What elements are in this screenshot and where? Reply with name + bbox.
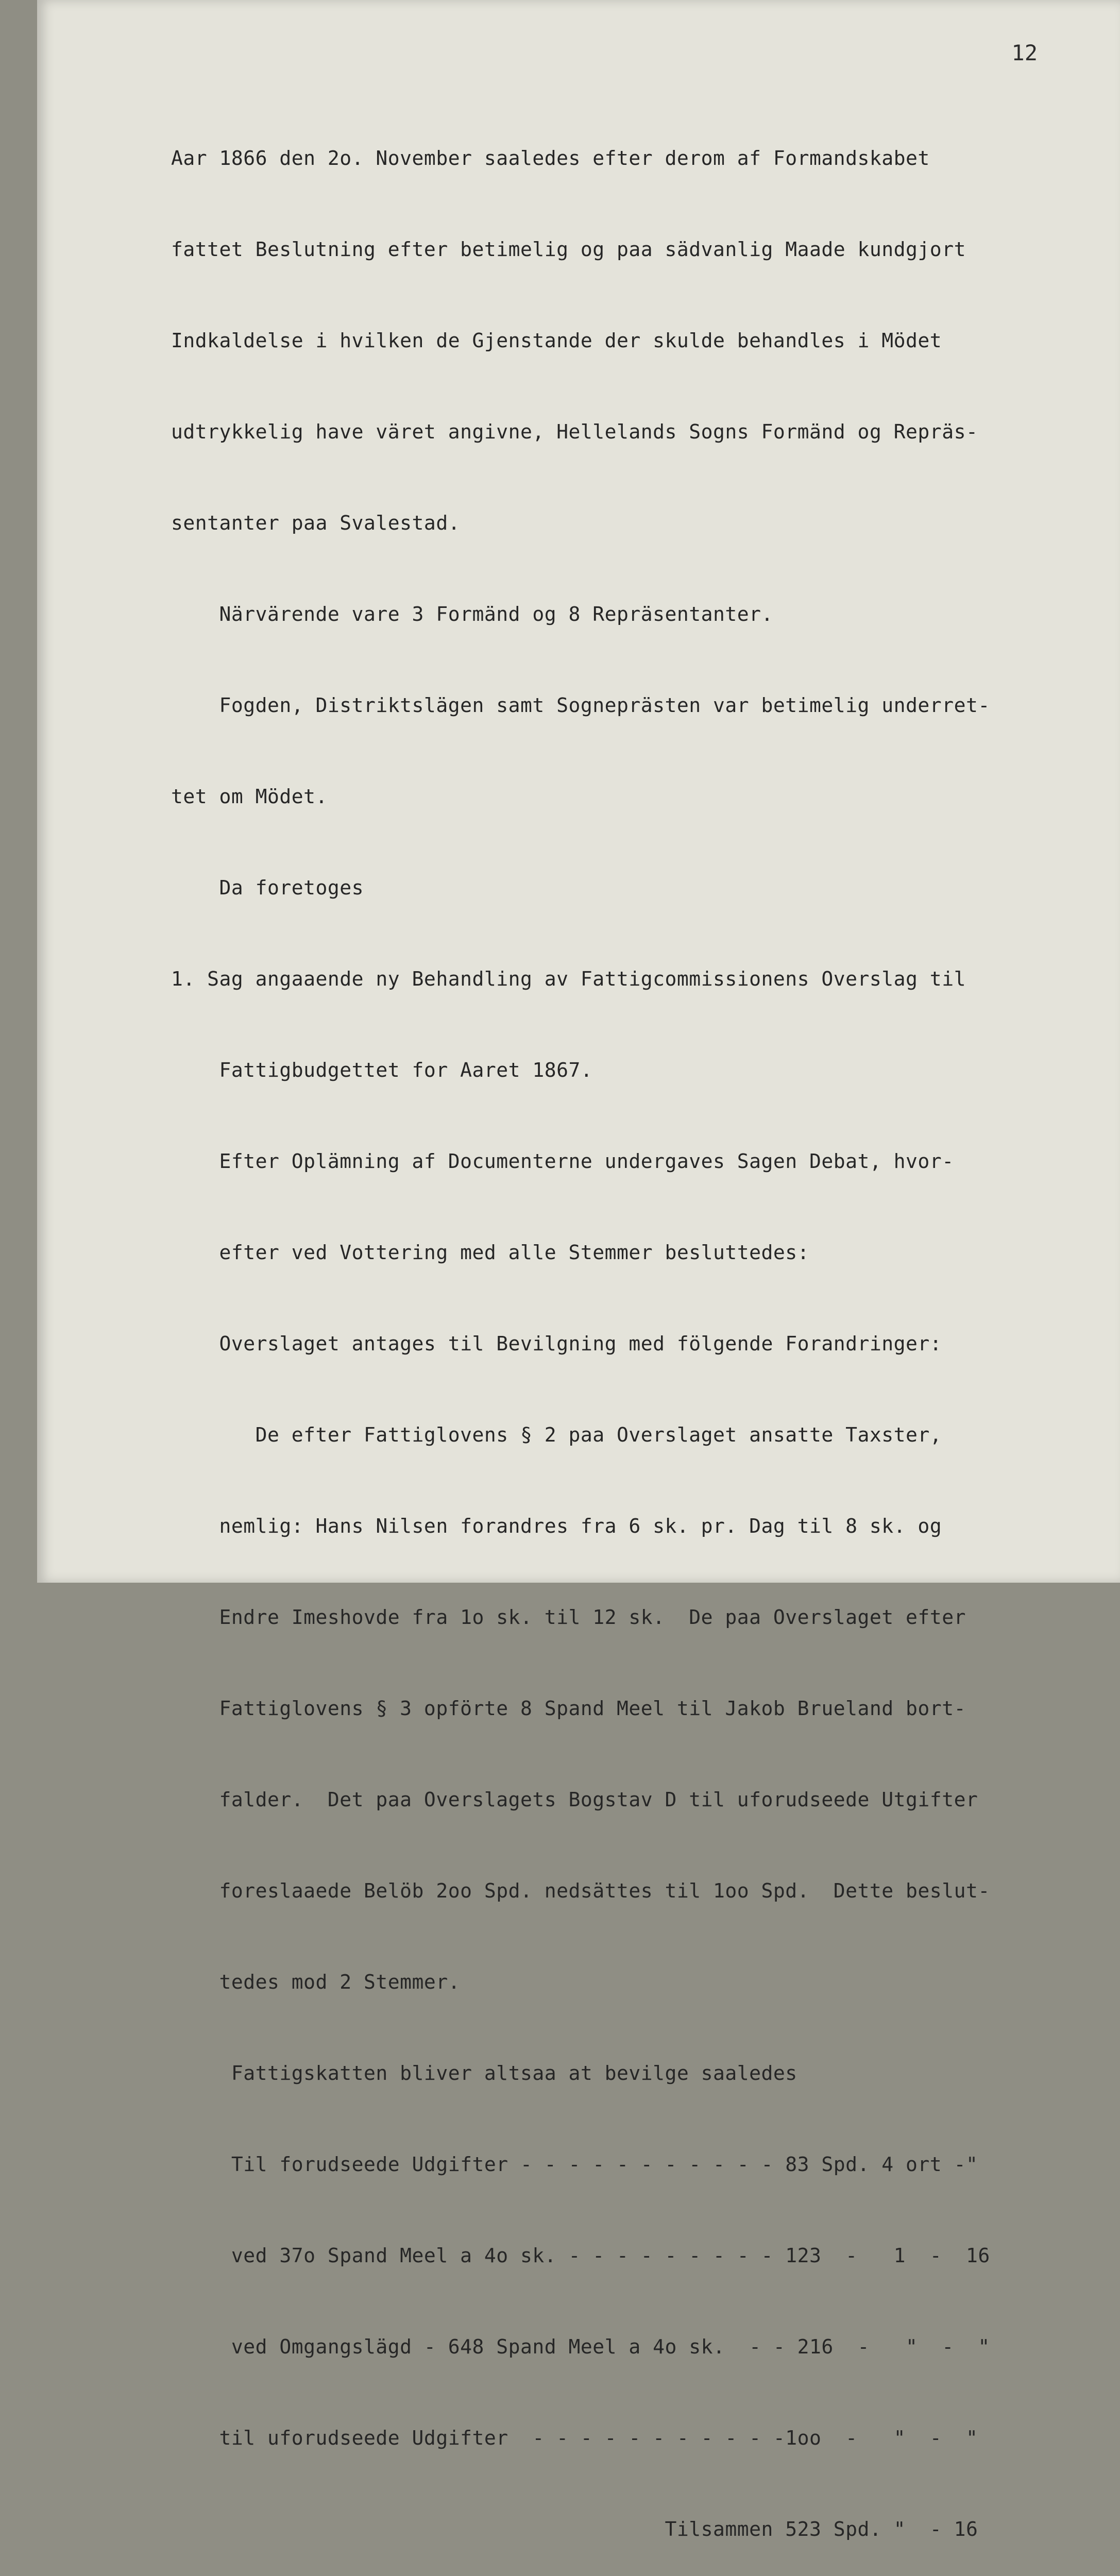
text-line: til uforudseede Udgifter - - - - - - - - - - -1oo - " - " <box>171 2427 978 2449</box>
text-line: tet om Mödet. <box>171 785 328 808</box>
text-line: Närvärende vare 3 Formänd og 8 Repräsentanter. <box>171 603 773 625</box>
text-line: De efter Fattiglovens § 2 paa Overslaget ansatte Taxster, <box>171 1423 942 1446</box>
text-line: Overslaget antages til Bevilgning med fölgende Forandringer: <box>171 1332 942 1355</box>
text-line: Fogden, Distriktslägen samt Sogneprästen var betimelig underret- <box>171 694 990 717</box>
text-line: Da foretoges <box>171 876 364 899</box>
text-line: Endre Imeshovde fra 1o sk. til 12 sk. De paa Overslaget efter <box>171 1606 966 1629</box>
text-line: fattet Beslutning efter betimelig og paa sädvanlig Maade kundgjort <box>171 238 966 261</box>
text-line: efter ved Vottering med alle Stemmer besluttedes: <box>171 1241 810 1264</box>
text-line: tedes mod 2 Stemmer. <box>171 1971 461 1993</box>
text-line: 1. Sag angaaende ny Behandling av Fattigcommissionens Overslag til <box>171 968 966 990</box>
text-line: Fattigskatten bliver altsaa at bevilge saaledes <box>171 2062 797 2084</box>
text-line: Fattiglovens § 3 opförte 8 Spand Meel til Jakob Brueland bort- <box>171 1697 966 1720</box>
text-line: Fattigbudgettet for Aaret 1867. <box>171 1059 593 1081</box>
text-line: foreslaaede Belöb 2oo Spd. nedsättes til 1oo Spd. Dette beslut- <box>171 1879 990 1902</box>
text-line: ved 37o Spand Meel a 4o sk. - - - - - - - - - 123 - 1 - 16 <box>171 2244 990 2267</box>
text-line: nemlig: Hans Nilsen forandres fra 6 sk. pr. Dag til 8 sk. og <box>171 1515 942 1537</box>
text-line: Aar 1866 den 2o. November saaledes efter derom af Formandskabet <box>171 147 930 170</box>
text-line: ved Omgangslägd - 648 Spand Meel a 4o sk. - - 216 - " - " <box>171 2335 990 2358</box>
text-line: sentanter paa Svalestad. <box>171 512 461 534</box>
document-text <box>171 82 1098 2576</box>
text-line: Indkaldelse i hvilken de Gjenstande der skulde behandles i Mödet <box>171 329 942 352</box>
text-line: Til forudseede Udgifter - - - - - - - - - - - 83 Spd. 4 ort -" <box>171 2153 978 2176</box>
text-line: Tilsammen 523 Spd. " - 16 <box>171 2518 978 2540</box>
text-line: falder. Det paa Overslagets Bogstav D til uforudseede Utgifter <box>171 1788 978 1811</box>
text-line: Efter Oplämning af Documenterne undergaves Sagen Debat, hvor- <box>171 1150 954 1173</box>
page-number: 12 <box>1011 40 1038 65</box>
document-page <box>37 0 1120 2540</box>
text-line: udtrykkelig have väret angivne, Hellelands Sogns Formänd og Repräs- <box>171 420 978 443</box>
